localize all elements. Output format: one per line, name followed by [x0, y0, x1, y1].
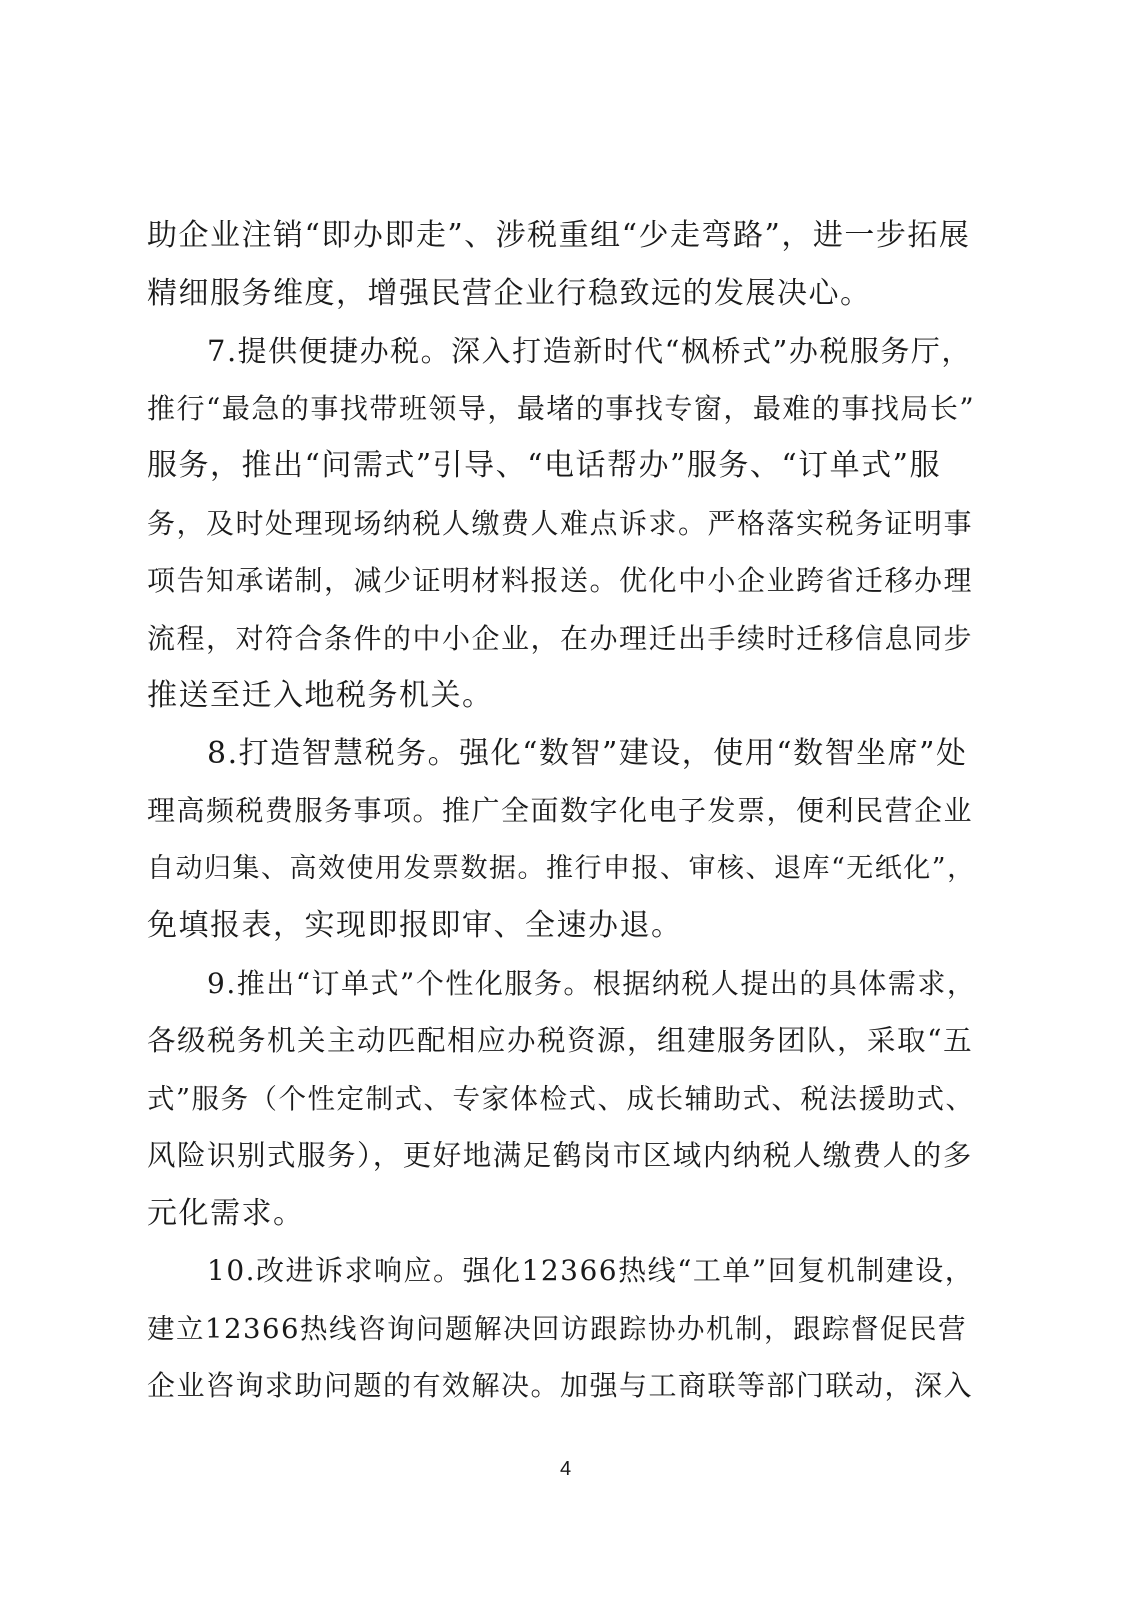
text-line: 理高频税费服务事项。推广全面数字化电子发票，便利民营企业 — [147, 794, 974, 827]
text-line: 务，及时处理现场纳税人缴费人难点诉求。严格落实税务证明事 — [147, 506, 974, 540]
text-line: 流程，对符合条件的中小企业，在办理迁出手续时迁移信息同步 — [147, 621, 974, 655]
text-line: 免填报表，实现即报即审、全速办退。 — [147, 908, 683, 943]
text-line: 推行“最急的事找带班领导，最堵的事找专窗，最难的事找局长” — [147, 391, 976, 425]
text-line: 项告知承诺制，减少证明材料报送。优化中小企业跨省迁移办理 — [147, 564, 974, 597]
text-line: 企业咨询求助问题的有效解决。加强与工商联等部门联动，深入 — [147, 1369, 974, 1402]
text-line: 式”服务（个性定制式、专家体检式、成长辅助式、税法援助式、 — [147, 1082, 975, 1115]
text-line: 自动归集、高效使用发票数据。推行申报、审核、退库“无纸化”， — [147, 852, 976, 884]
paragraph-start-line: 8.打造智慧税务。强化“数智”建设，使用“数智坐席”处 — [207, 735, 968, 771]
text-line: 助企业注销“即办即走”、涉税重组“少走弯路”，进一步拓展 — [147, 218, 971, 253]
page-number: 4 — [559, 1458, 572, 1480]
paragraph-start-line: 7.提供便捷办税。深入打造新时代“枫桥式”办税服务厅， — [207, 334, 972, 368]
body-text — [147, 212, 977, 1420]
text-line: 精细服务维度，增强民营企业行稳致远的发展决心。 — [147, 275, 872, 311]
text-line: 推送至迁入地税务机关。 — [147, 678, 494, 713]
paragraph-start-line: 10.改进诉求响应。强化12366热线“工单”回复机制建设， — [207, 1254, 975, 1287]
text-line: 服务，推出“问需式”引导、“电话帮办”服务、“订单式”服 — [147, 448, 942, 483]
text-line: 风险识别式服务），更好地满足鹤岗市区域内纳税人缴费人的多 — [147, 1139, 973, 1172]
text-line: 建立12366热线咨询问题解决回访跟踪协办机制，跟踪督促民营 — [147, 1312, 967, 1345]
paragraph-start-line: 9.推出“订单式”个性化服务。根据纳税人提出的具体需求， — [207, 966, 977, 1000]
text-line: 元化需求。 — [147, 1195, 305, 1231]
text-line: 各级税务机关主动匹配相应办税资源，组建服务团队，采取“五 — [147, 1024, 974, 1057]
